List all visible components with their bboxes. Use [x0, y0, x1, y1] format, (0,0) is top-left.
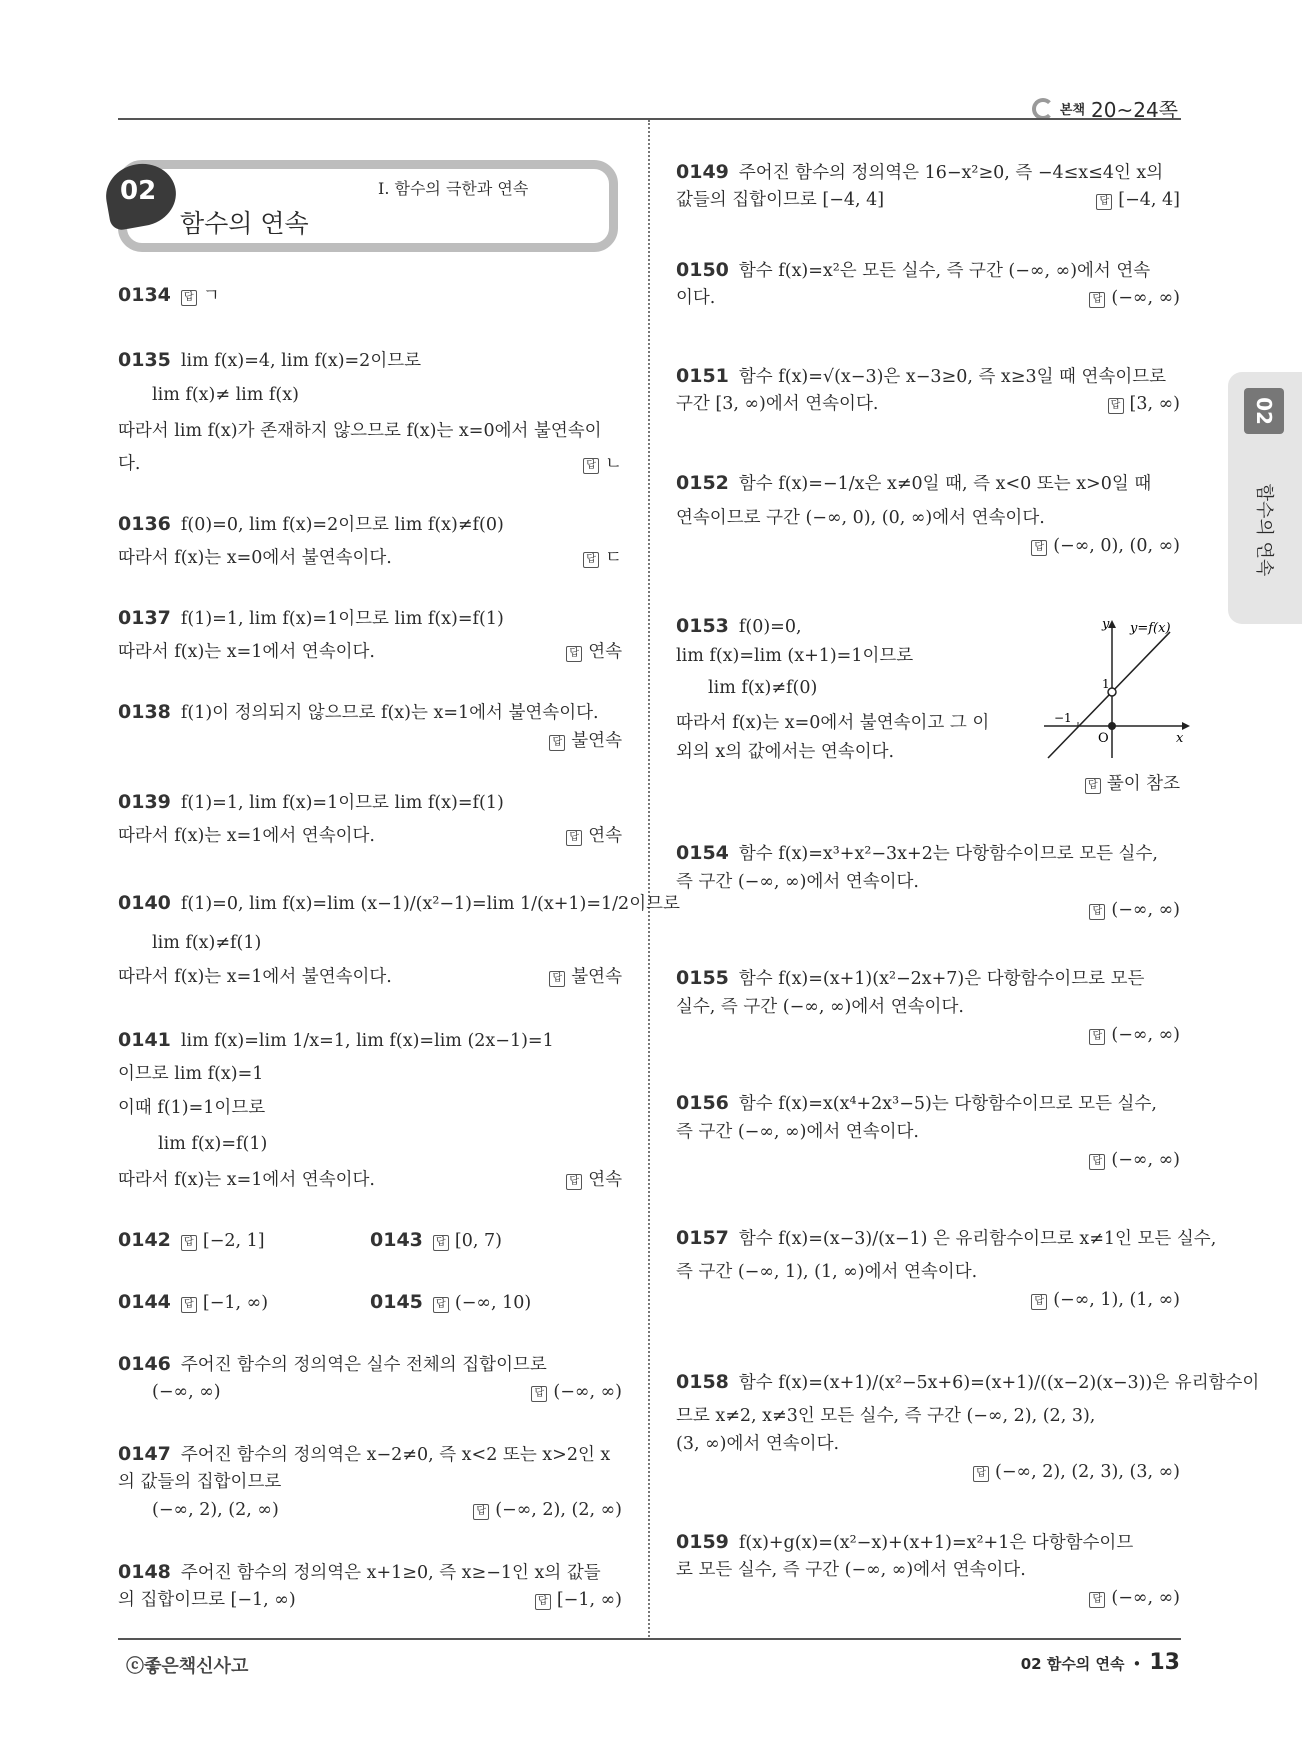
problem-0152: 0152 함수 f(x)=−1/x은 x≠0일 때, 즉 x<0 또는 x>0일 때 [676, 472, 1152, 494]
bullet-separator: • [1132, 1655, 1142, 1673]
curve-label: y=f(x) [1130, 621, 1171, 636]
problem-0143: 0143 답 [0, 7) [370, 1229, 502, 1251]
problem-0153: 0153 f(0)=0, [676, 615, 802, 637]
page-number: 13 [1149, 1650, 1180, 1675]
answer: 답 (−∞, ∞) [1089, 898, 1180, 922]
problem-0146: 0146 주어진 함수의 정의역은 실수 전체의 집합이므로 [118, 1353, 547, 1375]
solution-line: 따라서 f(x)는 x=1에서 연속이다. [118, 642, 375, 662]
function-graph [1040, 616, 1192, 764]
solution-line: lim f(x)=lim (x+1)=1이므로 [676, 646, 914, 666]
answer: 답 연속 [566, 824, 622, 848]
side-tab[interactable] [1228, 372, 1302, 624]
answer: 답 (−∞, 0), (0, ∞) [1031, 534, 1180, 558]
solution-line: 따라서 f(x)는 x=0에서 불연속이다. [118, 548, 392, 568]
solution-line: 므로 x≠2, x≠3인 모든 실수, 즉 구간 (−∞, 2), (2, 3), [676, 1406, 1096, 1426]
solution-line: 실수, 즉 구간 (−∞, ∞)에서 연속이다. [676, 997, 964, 1017]
problem-0154: 0154 함수 f(x)=x³+x²−3x+2는 다항함수이므로 모든 실수, [676, 842, 1158, 864]
answer: 답 [3, ∞) [1108, 392, 1181, 416]
problem-0145: 0145 답 (−∞, 10) [370, 1291, 532, 1313]
problem-0155: 0155 함수 f(x)=(x+1)(x²−2x+7)은 다항함수이므로 모든 [676, 967, 1145, 989]
solution-line: lim f(x)≠ lim f(x) [152, 385, 299, 405]
answer: 답 불연속 [549, 965, 622, 989]
solution-line: (3, ∞)에서 연속이다. [676, 1434, 840, 1454]
solution-line: 따라서 f(x)는 x=1에서 연속이다. [118, 1170, 375, 1190]
problem-0134: 0134 답 ㄱ [118, 284, 220, 306]
problem-0137: 0137 f(1)=1, lim f(x)=1이므로 lim f(x)=f(1) [118, 607, 504, 629]
footer-chapter: 02 함수의 연속 [1020, 1655, 1125, 1673]
solution-line: lim f(x)≠f(0) [708, 678, 818, 698]
solution-line: lim f(x)=f(1) [158, 1134, 268, 1154]
answer: 답 ㄴ [583, 452, 622, 476]
solution-line: 의 집합이므로 [−1, ∞) [118, 1590, 296, 1610]
problem-0156: 0156 함수 f(x)=x(x⁴+2x³−5)는 다항함수이므로 모든 실수, [676, 1092, 1157, 1114]
tick-label-1: 1 [1102, 677, 1110, 691]
problem-0151: 0151 함수 f(x)=√(x−3)은 x−3≥0, 즉 x≥3일 때 연속이므로 [676, 365, 1167, 387]
publisher-logo: ⓒ좋은책신사고 [126, 1656, 249, 1677]
solution-line: 즉 구간 (−∞, 1), (1, ∞)에서 연속이다. [676, 1262, 978, 1282]
page-footer [1021, 1650, 1180, 1675]
problem-0141: 0141 lim f(x)=lim 1/x=1, lim f(x)=lim (2x−1)=1 [118, 1029, 554, 1051]
side-tab-title: 함수의 연속 [1253, 483, 1275, 577]
solution-line: 다. [118, 454, 141, 474]
problem-0136: 0136 f(0)=0, lim f(x)=2이므로 lim f(x)≠f(0) [118, 513, 504, 535]
refresh-icon [1032, 98, 1054, 120]
answer: 답 (−∞, ∞) [531, 1380, 622, 1404]
origin-label: O [1098, 731, 1109, 746]
answer: 답 ㄷ [583, 546, 622, 570]
chapter-title: 함수의 연속 [180, 209, 309, 238]
solution-line: 즉 구간 (−∞, ∞)에서 연속이다. [676, 1122, 919, 1142]
solution-line: 이다. [676, 288, 716, 308]
solution-line: 따라서 f(x)는 x=1에서 연속이다. [118, 826, 375, 846]
footer-rule [118, 1638, 1181, 1640]
answer: 답 (−∞, ∞) [1089, 1148, 1180, 1172]
x-axis-label: x [1176, 731, 1184, 746]
solution-line: (−∞, 2), (2, ∞) [152, 1500, 279, 1520]
tick-label-minus1: −1 [1054, 711, 1072, 725]
solution-line: 구간 [3, ∞)에서 연속이다. [676, 394, 879, 414]
solution-line: 이므로 lim f(x)=1 [118, 1064, 264, 1084]
answer: 답 (−∞, ∞) [1089, 1586, 1180, 1610]
solution-line: 연속이므로 구간 (−∞, 0), (0, ∞)에서 연속이다. [676, 508, 1045, 528]
problem-0147: 0147 주어진 함수의 정의역은 x−2≠0, 즉 x<2 또는 x>2인 x [118, 1443, 611, 1465]
problem-0149: 0149 주어진 함수의 정의역은 16−x²≥0, 즉 −4≤x≤4인 x의 [676, 161, 1164, 183]
solution-line: 따라서 f(x)는 x=0에서 불연속이고 그 이 [676, 713, 990, 733]
problem-0140: 0140 f(1)=0, lim f(x)=lim (x−1)/(x²−1)=lim 1/(x+1)=1/2이므로 [118, 892, 680, 914]
answer: 답 [−4, 4] [1096, 188, 1180, 212]
answer: 답 불연속 [549, 729, 622, 753]
answer: 답 풀이 참조 [1085, 772, 1180, 796]
problem-0148: 0148 주어진 함수의 정의역은 x+1≥0, 즉 x≥−1인 x의 값들 [118, 1561, 601, 1583]
solution-line: (−∞, ∞) [152, 1382, 221, 1402]
problem-0144: 0144 답 [−1, ∞) [118, 1291, 269, 1313]
problem-0150: 0150 함수 f(x)=x²은 모든 실수, 즉 구간 (−∞, ∞)에서 연속 [676, 259, 1151, 281]
problem-0142: 0142 답 [−2, 1] [118, 1229, 265, 1251]
problem-0157: 0157 함수 f(x)=(x−3)/(x−1) 은 유리함수이므로 x≠1인 모든 실수, [676, 1227, 1217, 1249]
reference-page-range: 20~24쪽 [1091, 98, 1178, 122]
problem-0139: 0139 f(1)=1, lim f(x)=1이므로 lim f(x)=f(1) [118, 791, 504, 813]
solution-line: 로 모든 실수, 즉 구간 (−∞, ∞)에서 연속이다. [676, 1560, 1026, 1580]
answer: 답 (−∞, ∞) [1089, 286, 1180, 310]
solution-line: 따라서 lim f(x)가 존재하지 않으므로 f(x)는 x=0에서 불연속이 [118, 421, 602, 441]
problem-0138: 0138 f(1)이 정의되지 않으므로 f(x)는 x=1에서 불연속이다. [118, 701, 599, 723]
column-divider [648, 120, 650, 1640]
answer: 답 (−∞, 2), (2, 3), (3, ∞) [973, 1460, 1180, 1484]
chapter-number: 02 [120, 176, 157, 206]
unit-title: Ⅰ. 함수의 극한과 연속 [378, 179, 529, 198]
answer: 답 (−∞, 2), (2, ∞) [473, 1498, 622, 1522]
filled-point [1108, 722, 1116, 730]
answer: 답 (−∞, 1), (1, ∞) [1031, 1288, 1180, 1312]
solution-line: 값들의 집합이므로 [−4, 4] [676, 190, 885, 210]
answer: 답 [−1, ∞) [535, 1588, 622, 1612]
answer: 답 연속 [566, 640, 622, 664]
problem-0158: 0158 함수 f(x)=(x+1)/(x²−5x+6)=(x+1)/((x−2)(x−3))은 유리함수이 [676, 1371, 1260, 1393]
answer: 답 (−∞, ∞) [1089, 1023, 1180, 1047]
side-tab-number: 02 [1244, 388, 1284, 434]
reference-label: 본책 [1059, 103, 1086, 118]
y-axis-label: y [1102, 617, 1110, 632]
solution-line: 외의 x의 값에서는 연속이다. [676, 742, 895, 762]
problem-0159: 0159 f(x)+g(x)=(x²−x)+(x+1)=x²+1은 다항함수이므 [676, 1531, 1134, 1553]
solution-line: 의 값들의 집합이므로 [118, 1472, 282, 1492]
solution-line: 이때 f(1)=1이므로 [118, 1098, 266, 1118]
x-axis-arrow [1182, 722, 1190, 730]
problem-0135: 0135 lim f(x)=4, lim f(x)=2이므로 [118, 349, 422, 371]
solution-line: 즉 구간 (−∞, ∞)에서 연속이다. [676, 872, 919, 892]
solution-line: 따라서 f(x)는 x=1에서 불연속이다. [118, 967, 392, 987]
solution-line: lim f(x)≠f(1) [152, 933, 262, 953]
answer: 답 연속 [566, 1168, 622, 1192]
